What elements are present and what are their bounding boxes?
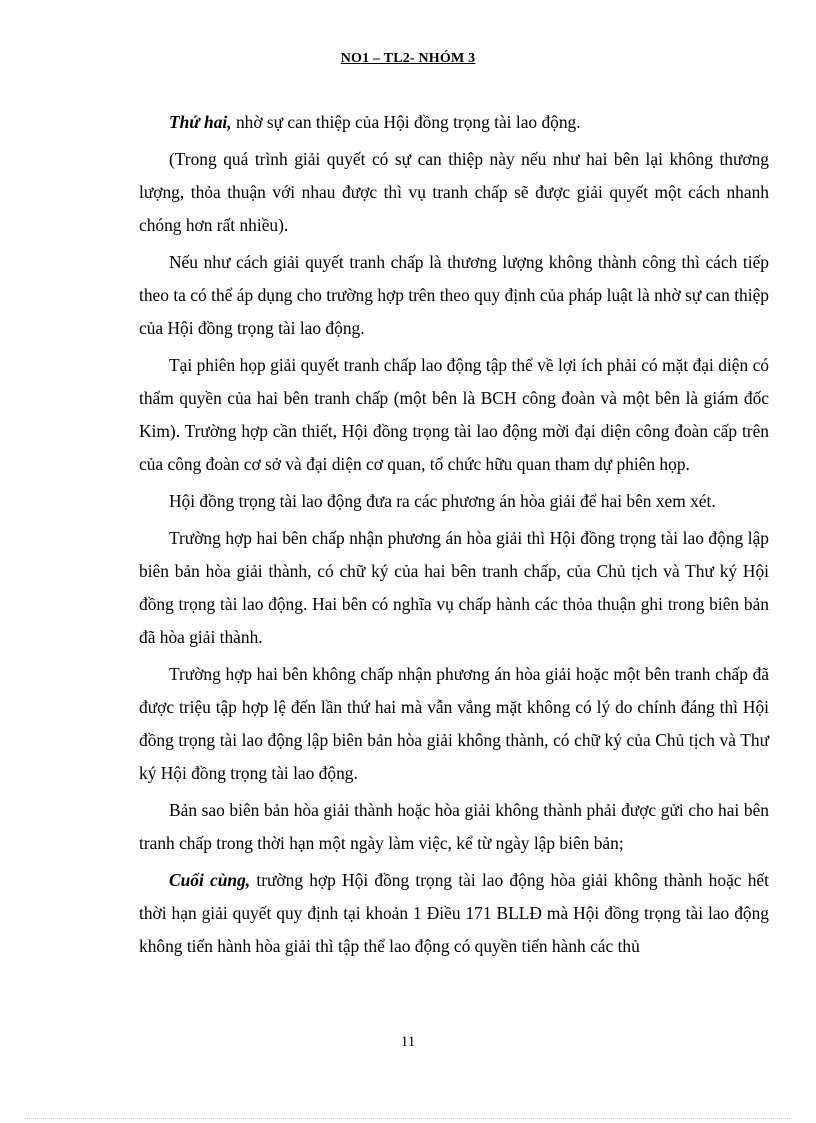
paragraph [139,246,769,345]
page-bottom-divider [24,1118,792,1119]
page-header: NO1 – TL2- NHÓM 3 [340,51,476,66]
paragraph-text: Tại phiên họp giải quyết tranh chấp lao động tập thể về lợi ích phải có mặt đại diện có thẩm quyền của hai bên tranh chấp (một bên là BCH công đoàn và một bên là giám đốc Kim). Trường hợp cần thiết, Hội đồng trọng tài lao động mời đại diện công đoàn cấp trên của công đoàn cơ sở và đại diện cơ quan, tổ chức hữu quan tham dự phiên họp. [139,355,769,474]
paragraph-text: Trường hợp hai bên không chấp nhận phương án hòa giải hoặc một bên tranh chấp đã được triệu tập hợp lệ đến lần thứ hai mà vẫn vắng mặt không có lý do chính đáng thì Hội đồng trọng tài lao động lập biên bản hòa giải không thành, có chữ ký của Chủ tịch và Thư ký Hội đồng trọng tài lao động. [139,664,769,783]
paragraph-text: trường hợp Hội đồng trọng tài lao động hòa giải không thành hoặc hết thời hạn giải quyết quy định tại khoản 1 Điều 171 BLLĐ mà Hội đồng trọng tài lao động không tiến hành hòa giải thì tập thể lao động có quyền tiến hành các thủ [139,870,769,956]
paragraph-text: (Trong quá trình giải quyết có sự can thiệp này nếu như hai bên lại không thương lượng, thỏa thuận với nhau được thì vụ tranh chấp sẽ được giải quyết một cách nhanh chóng hơn rất nhiều). [139,149,769,235]
paragraph [139,485,769,518]
paragraph-text: Nếu như cách giải quyết tranh chấp là thương lượng không thành công thì cách tiếp theo ta có thể áp dụng cho trường hợp trên theo quy định của pháp luật là nhờ sự can thiệp của Hội đồng trọng tài lao động. [139,252,769,338]
paragraph [139,349,769,481]
paragraph-lead: Thứ hai, [169,112,232,132]
paragraph [139,794,769,860]
paragraph-text: nhờ sự can thiệp của Hội đồng trọng tài lao động. [231,112,581,132]
paragraph-lead: Cuối cùng, [169,870,251,890]
paragraph [139,106,769,139]
document-body [139,106,769,967]
paragraph [139,143,769,242]
paragraph-text: Bản sao biên bản hòa giải thành hoặc hòa giải không thành phải được gửi cho hai bên tranh chấp trong thời hạn một ngày làm việc, kể từ ngày lập biên bản; [139,800,769,853]
paragraph [139,658,769,790]
paragraph [139,864,769,963]
page-number: 11 [400,1034,416,1050]
paragraph [139,522,769,654]
paragraph-text: Hội đồng trọng tài lao động đưa ra các phương án hòa giải để hai bên xem xét. [169,491,716,511]
paragraph-text: Trường hợp hai bên chấp nhận phương án hòa giải thì Hội đồng trọng tài lao động lập biên bản hòa giải thành, có chữ ký của hai bên tranh chấp, của Chủ tịch và Thư ký Hội đồng trọng tài lao động. Hai bên có nghĩa vụ chấp hành các thỏa thuận ghi trong biên bản đã hòa giải thành. [139,528,769,647]
